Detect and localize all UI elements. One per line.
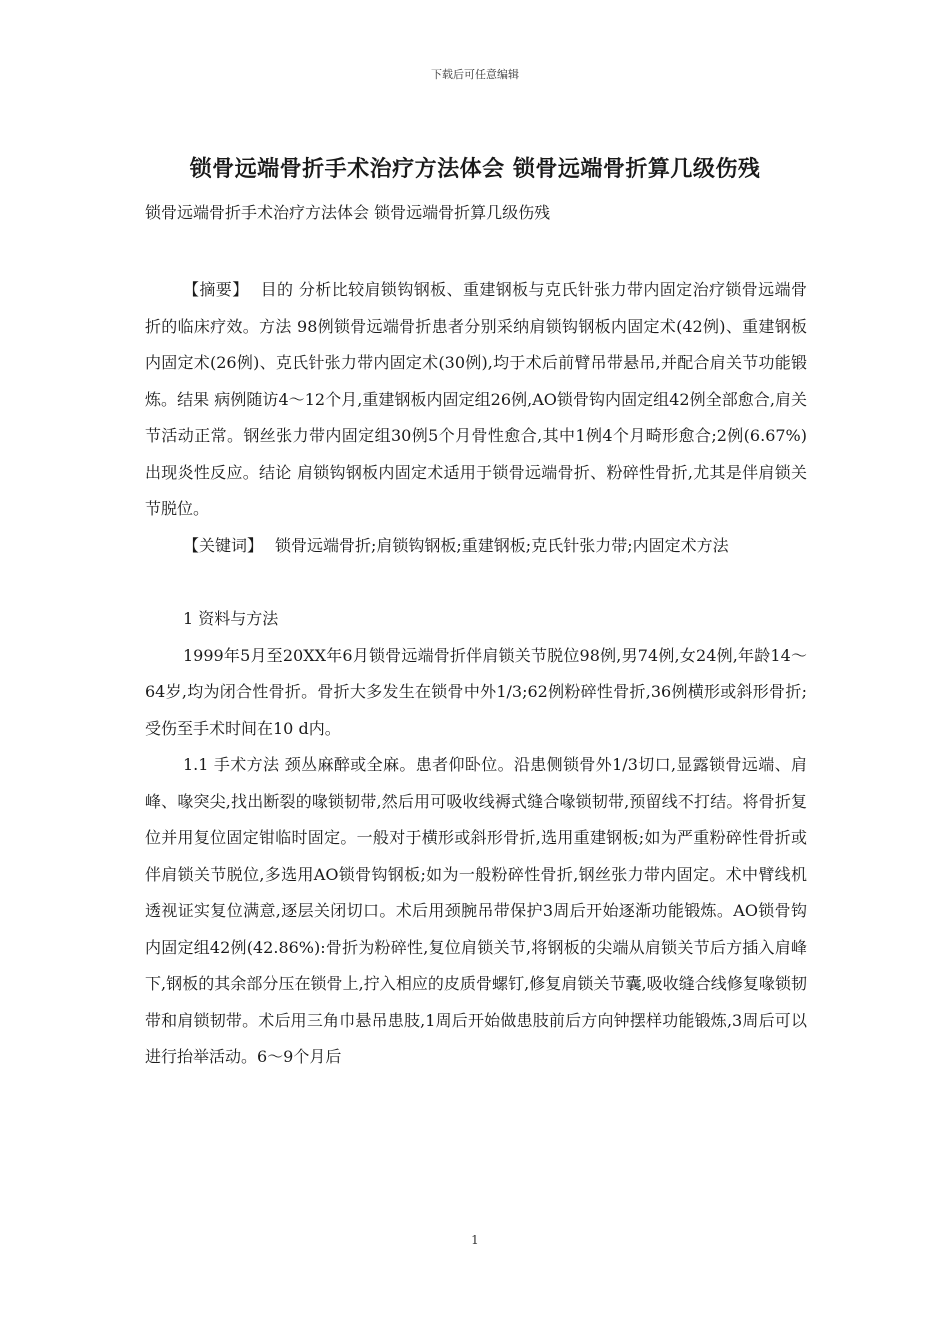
abstract-label: 【摘要】 bbox=[183, 280, 249, 299]
keywords-paragraph bbox=[145, 528, 807, 565]
keywords-text: 锁骨远端骨折;肩锁钩钢板;重建钢板;克氏针张力带;内固定术方法 bbox=[275, 535, 729, 555]
paragraph-surgical-method: 1.1 手术方法 颈丛麻醉或全麻。患者仰卧位。沿患侧锁骨外1/3切口,显露锁骨远端、肩峰、喙突尖,找出断裂的喙锁韧带,然后用可吸收线褥式缝合喙锁韧带,预留线不打结。将骨折复位并用复位固定钳临时固定。一般对于横形或斜形骨折,选用重建钢板;如为严重粉碎性骨折或伴肩锁关节脱位,多选用AO锁骨钩钢板;如为一般粉碎性骨折,钢丝张力带内固定。术中臂线机透视证实复位满意,逐层关闭切口。术后用颈腕吊带保护3周后开始逐渐功能锻炼。AO锁骨钩内固定组42例(42.86%):骨折为粉碎性,复位肩锁关节,将钢板的尖端从肩锁关节后方插入肩峰下,钢板的其余部分压在锁骨上,拧入相应的皮质骨螺钉,修复肩锁关节囊,吸收缝合线修复喙锁韧带和肩锁韧带。术后用三角巾悬吊患肢,1周后开始做患肢前后方向钟摆样功能锻炼,3周后可以进行抬举活动。6～9个月后 bbox=[145, 755, 807, 1066]
body-text bbox=[145, 272, 807, 1076]
section-heading: 1 资料与方法 bbox=[183, 609, 279, 628]
document-title: 锁骨远端骨折手术治疗方法体会 锁骨远端骨折算几级伤残 bbox=[189, 157, 761, 182]
abstract-paragraph bbox=[145, 272, 807, 528]
keywords-label: 【关键词】 bbox=[183, 535, 264, 555]
header-note: 下载后可任意编辑 bbox=[431, 68, 519, 81]
abstract-text: 目的 分析比较肩锁钩钢板、重建钢板与克氏针张力带内固定治疗锁骨远端骨折的临床疗效。方法 98例锁骨远端骨折患者分别采纳肩锁钩钢板内固定术(42例)、重建钢板内固定术(26例)、克氏针张力带内固定术(30例),均于术后前臂吊带悬吊,并配合肩关节功能锻炼。结果 病例随访4～12个月,重建钢板内固定组26例,AO锁骨钩内固定组42例全部愈合,肩关节活动正常。钢丝张力带内固定组30例5个月骨性愈合,其中1例4个月畸形愈合;2例(6.67%)出现炎性反应。结论 肩锁钩钢板内固定术适用于锁骨远端骨折、粉碎性骨折,尤其是伴肩锁关节脱位。 bbox=[145, 280, 807, 518]
document-subtitle: 锁骨远端骨折手术治疗方法体会 锁骨远端骨折算几级伤残 bbox=[145, 203, 551, 222]
page-number: 1 bbox=[471, 1233, 479, 1247]
paragraph-data-materials: 1999年5月至20XX年6月锁骨远端骨折伴肩锁关节脱位98例,男74例,女24例,年龄14～64岁,均为闭合性骨折。骨折大多发生在锁骨中外1/3;62例粉碎性骨折,36例横形或斜形骨折;受伤至手术时间在10 d内。 bbox=[145, 645, 807, 738]
